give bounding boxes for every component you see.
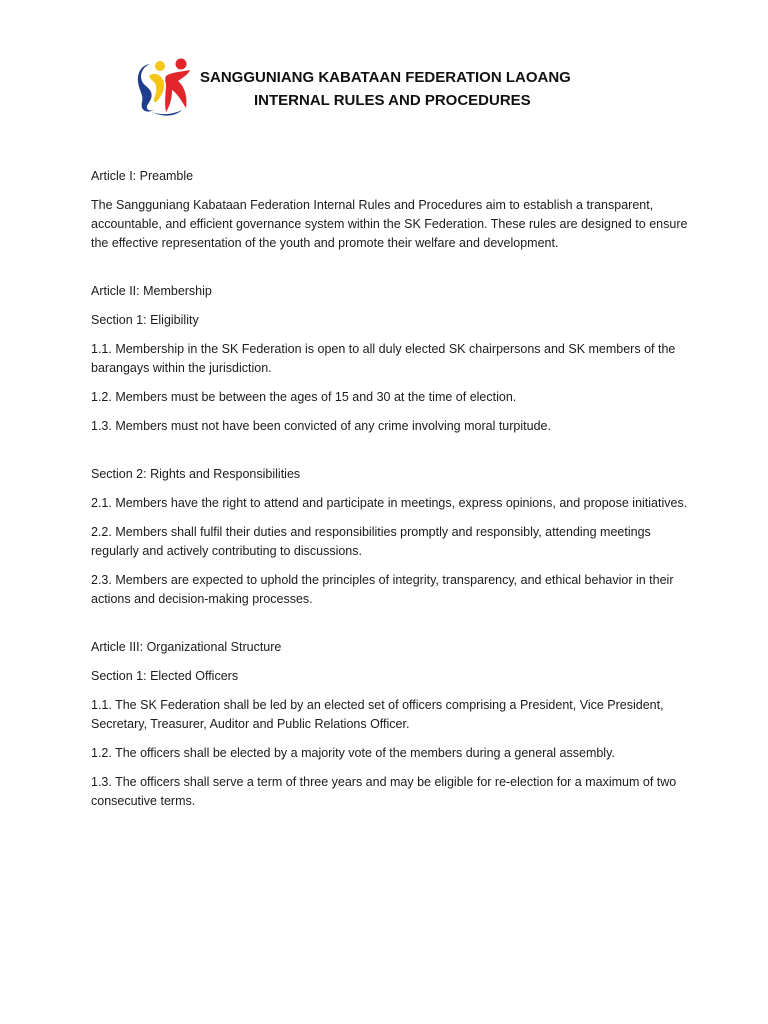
article-2-section-2-heading: Section 2: Rights and Responsibilities	[91, 467, 301, 481]
article-3-section-1-heading: Section 1: Elected Officers	[91, 669, 239, 683]
article-3-section-1-item: 1.1. The SK Federation shall be led by an elected set of officers comprising a President, Vice President, Secretary, Treasurer, Auditor and Public Relations Officer.	[91, 698, 664, 731]
article-2-section-1-heading: Section 1: Eligibility	[91, 313, 199, 327]
article-3-section-1-item: 1.3. The officers shall serve a term of three years and may be eligible for re-election for a maximum of two consecutive terms.	[91, 775, 677, 808]
title-line-1: SANGGUNIANG KABATAAN FEDERATION LAOANG	[200, 69, 571, 86]
article-2-section-2-item: 2.3. Members are expected to uphold the principles of integrity, transparency, and ethical behavior in their actions and decision-making processes.	[91, 573, 674, 606]
article-3-heading: Article III: Organizational Structure	[91, 640, 282, 654]
document-title	[200, 66, 630, 112]
article-2-section-1-item: 1.1. Membership in the SK Federation is open to all duly elected SK chairpersons and SK members of the barangays within the jurisdiction.	[91, 342, 676, 375]
article-1-text: The Sangguniang Kabataan Federation Internal Rules and Procedures aim to establish a transparent, accountable, and efficient governance system within the SK Federation. These rules are designed to ensure the effective representation of the youth and promote their welfare and development.	[91, 198, 688, 250]
title-line-2: INTERNAL RULES AND PROCEDURES	[254, 92, 531, 109]
article-3-section-1-item: 1.2. The officers shall be elected by a majority vote of the members during a general assembly.	[91, 746, 615, 760]
document-body	[91, 167, 691, 821]
article-2-heading: Article II: Membership	[91, 284, 212, 298]
article-2-section-1-item: 1.3. Members must not have been convicted of any crime involving moral turpitude.	[91, 419, 551, 433]
article-2-section-2-item: 2.1. Members have the right to attend and participate in meetings, express opinions, and propose initiatives.	[91, 496, 688, 510]
article-2-section-1-item: 1.2. Members must be between the ages of 15 and 30 at the time of election.	[91, 390, 517, 404]
sk-logo	[136, 56, 196, 118]
article-1-heading: Article I: Preamble	[91, 169, 194, 183]
article-2-section-2-item: 2.2. Members shall fulfil their duties and responsibilities promptly and responsibly, attending meetings regularly and actively contributing to discussions.	[91, 525, 651, 558]
